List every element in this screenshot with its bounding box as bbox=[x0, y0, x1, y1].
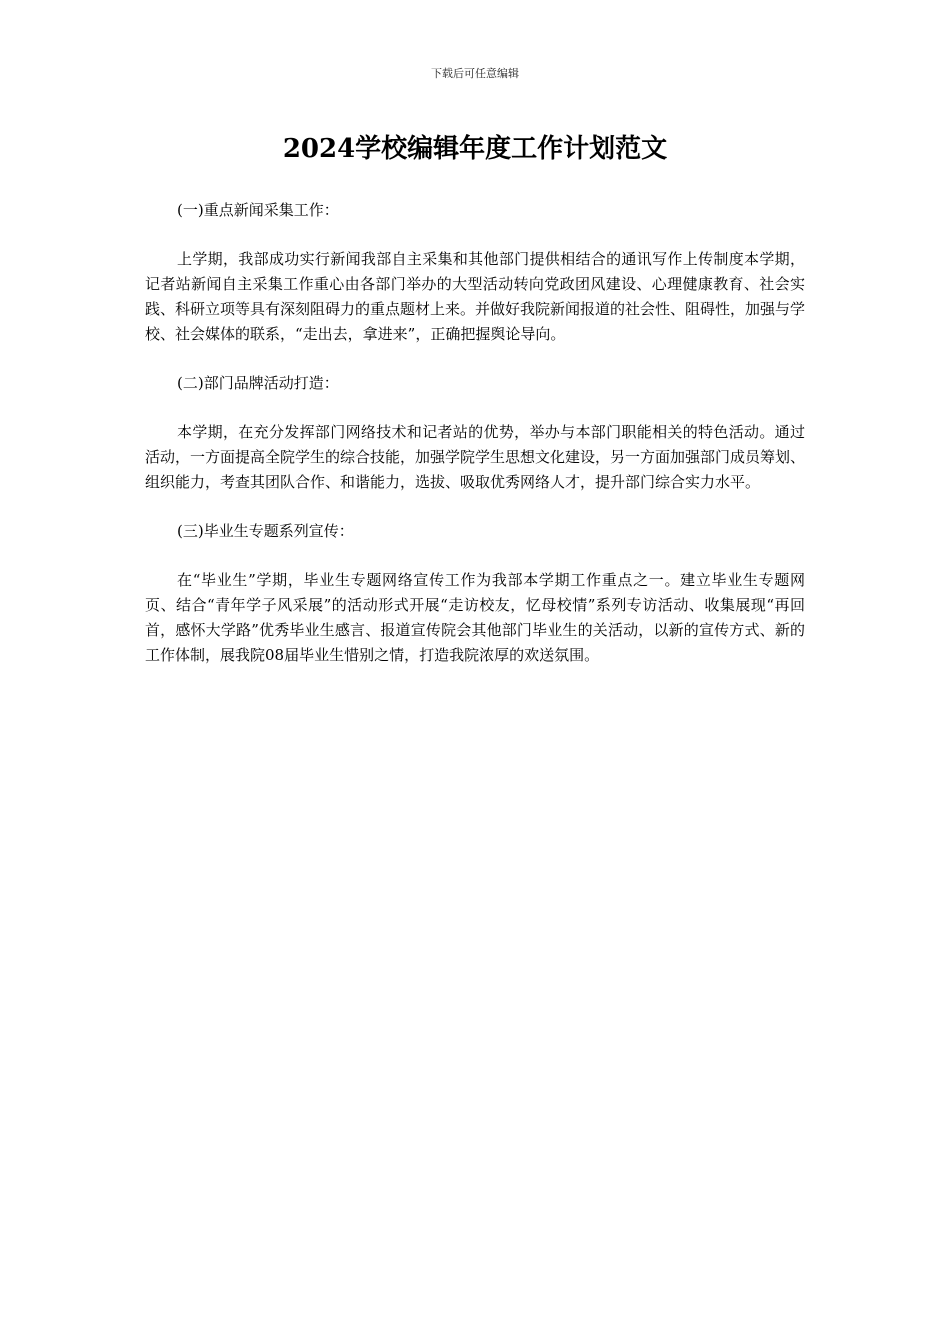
section-heading-2: (二)部门品牌活动打造： bbox=[177, 374, 339, 392]
section-paragraph-3: 在“毕业生”学期，毕业生专题网络宣传工作为我部本学期工作重点之一。建立毕业生专题网页、结合“青年学子风采展”的活动形式开展“走访校友，忆母校情”系列专访活动、收集展现“再回首，感怀大学路”优秀毕业生感言、报道宣传院会其他部门毕业生的关活动，以新的宣传方式、新的工作体制，展我院08届毕业生惜别之情，打造我院浓厚的欢送氛围。 bbox=[145, 571, 805, 664]
section-heading-3: (三)毕业生专题系列宣传： bbox=[177, 522, 354, 540]
document-title: 2024学校编辑年度工作计划范文 bbox=[282, 134, 668, 164]
section-paragraph-2: 本学期，在充分发挥部门网络技术和记者站的优势，举办与本部门职能相关的特色活动。通过活动，一方面提高全院学生的综合技能，加强学院学生思想文化建设，另一方面加强部门成员筹划、组织能力，考查其团队合作、和谐能力，选拔、吸取优秀网络人才，提升部门综合实力水平。 bbox=[145, 423, 806, 491]
section-paragraph-1: 上学期，我部成功实行新闻我部自主采集和其他部门提供相结合的通讯写作上传制度本学期，记者站新闻自主采集工作重心由各部门举办的大型活动转向党政团风建设、心理健康教育、社会实践、科研立项等具有深刻阻碍力的重点题材上来。并做好我院新闻报道的社会性、阻碍性，加强与学校、社会媒体的联系，“走出去，拿进来”，正确把握舆论导向。 bbox=[145, 250, 806, 343]
page-header: 下载后可任意编辑 bbox=[431, 67, 519, 80]
section-heading-1: (一)重点新闻采集工作： bbox=[177, 201, 339, 219]
document-body bbox=[145, 198, 805, 692]
